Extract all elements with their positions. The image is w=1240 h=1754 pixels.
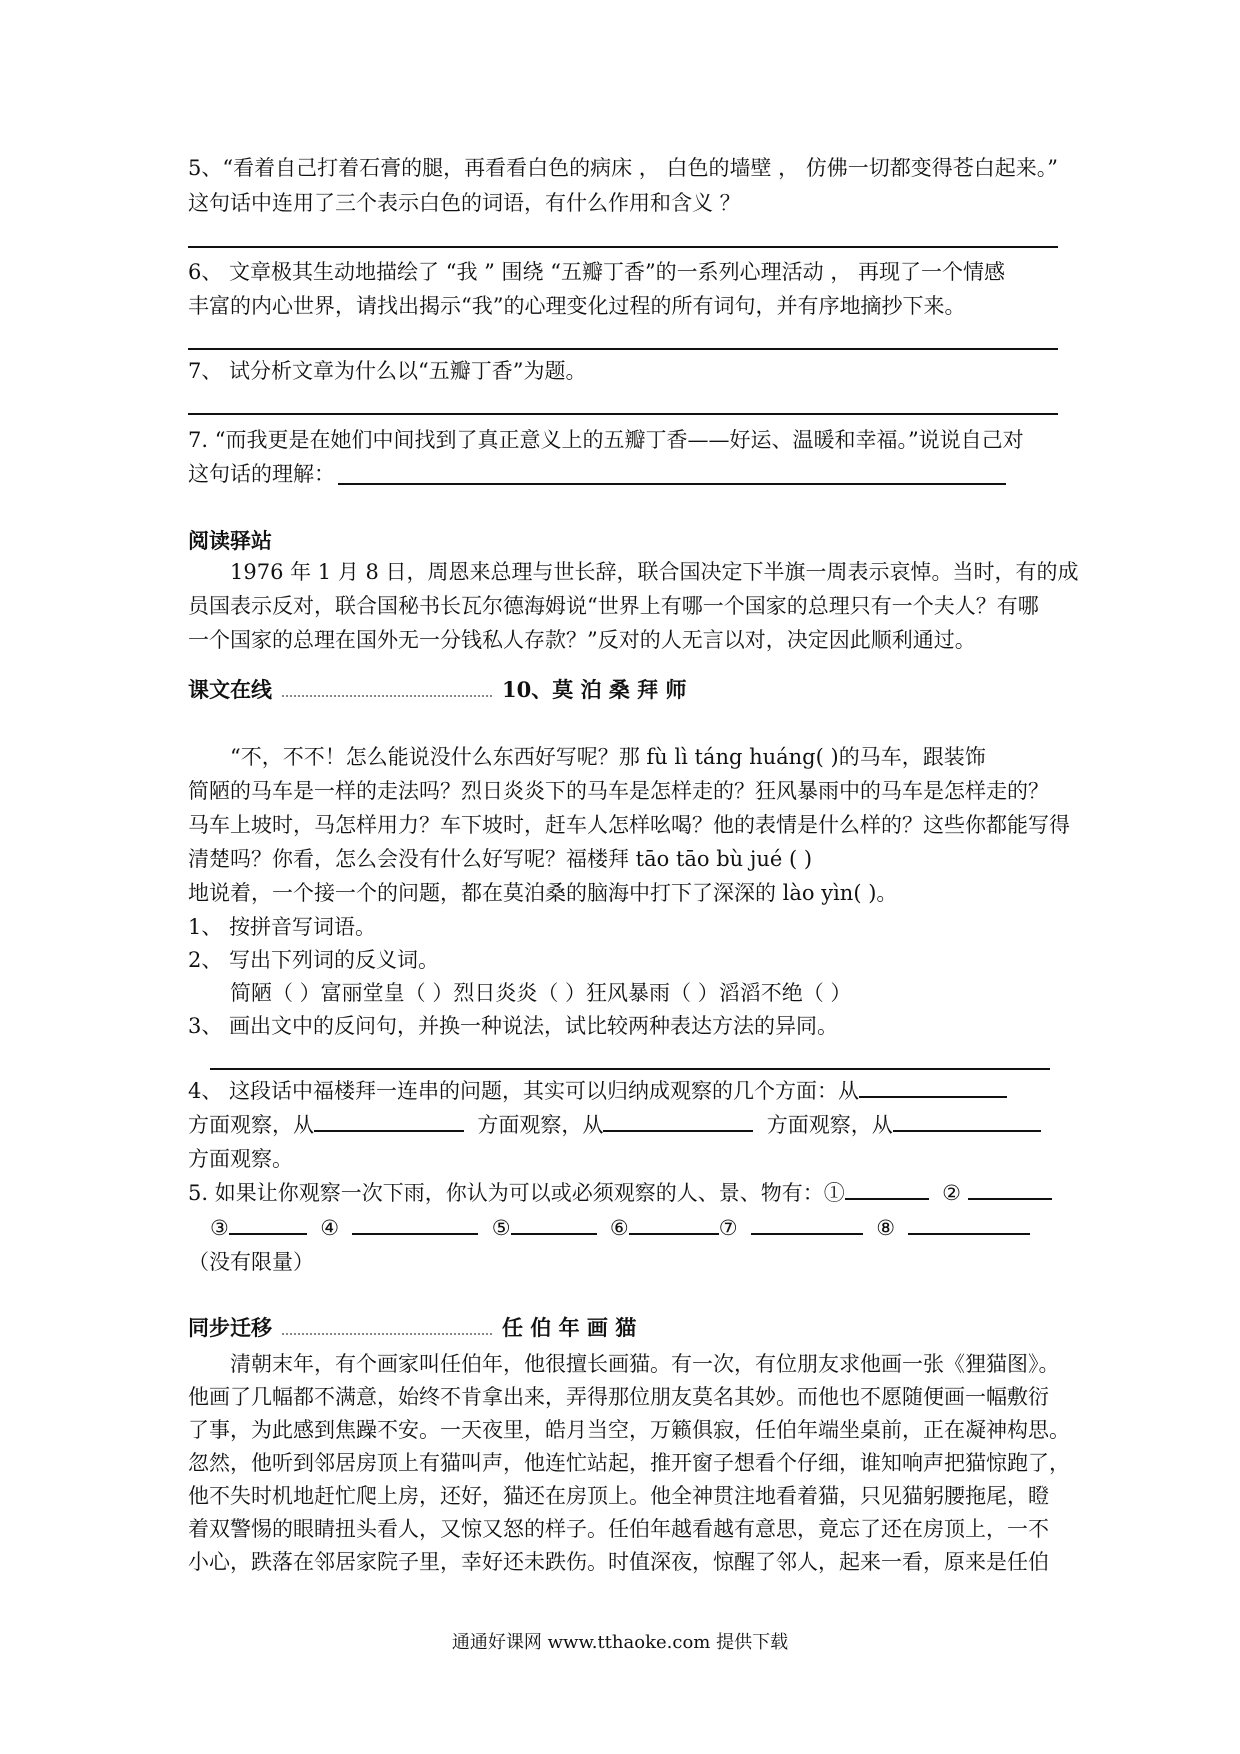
lesson-q2: 2、 写出下列词的反义词。 [188, 948, 440, 972]
answer-blank[interactable] [352, 1213, 478, 1235]
passage-line: 地说着，一个接一个的问题，都在莫泊桑的脑海中打下了深深的 lào yìn( )。 [188, 881, 898, 905]
lesson-q5-marker: ⑤ [491, 1216, 511, 1240]
sync-line: 忽然，他听到邻居房顶上有猫叫声，他连忙站起，推开窗子想看个仔细，谁知响声把猫惊跑了， [188, 1451, 1070, 1475]
lesson-q5-marker: ⑧ [876, 1216, 896, 1240]
lesson-q5-note: （没有限量） [188, 1250, 314, 1274]
q7a-line1: 7、 试分析文章为什么以“五瓣丁香”为题。 [188, 359, 587, 383]
sync-line: 了事，为此感到焦躁不安。一天夜里，皓月当空，万籁俱寂，任伯年端坐桌前，正在凝神构思。 [188, 1418, 1070, 1442]
answer-blank[interactable] [968, 1178, 1052, 1200]
lesson-q4-line1 [188, 1076, 1007, 1106]
reading-line: 一个国家的总理在国外无一分钱私人存款？”反对的人无言以对，决定因此顺利通过。 [188, 628, 976, 652]
page-footer: 通通好课网 www.tthaoke.com 提供下载 [451, 1632, 789, 1653]
sync-transfer-label: 同步迁移 [188, 1315, 272, 1340]
lesson-q4-text: 4、 这段话中福楼拜一连串的问题，其实可以归纳成观察的几个方面：从 [188, 1079, 860, 1103]
reading-line: 1976 年 1 月 8 日，周恩来总理与世长辞，联合国决定下半旗一周表示哀悼。当时，有的成 [230, 560, 1079, 584]
q6-line2: 丰富的内心世界，请找出揭示“我”的心理变化过程的所有词句，并有序地摘抄下来。 [188, 294, 966, 318]
answer-blank[interactable] [314, 1110, 464, 1132]
sync-transfer-heading [188, 1313, 636, 1343]
passage-line: 马车上坡时，马怎样用力？车下坡时，赶车人怎样吆喝？他的表情是什么样的？这些你都能写得 [188, 813, 1070, 837]
sync-line: 着双警惕的眼睛扭头看人，又惊又怒的样子。任伯年越看越有意思，竟忘了还在房顶上，一不 [188, 1517, 1049, 1541]
q7b-line1: 7. “而我更是在她们中间找到了真正意义上的五瓣丁香——好运、温暖和幸福。”说说自己对 [188, 428, 1024, 452]
lesson-q5-marker: ⑦ [718, 1216, 738, 1240]
answer-blank[interactable] [629, 1213, 719, 1235]
q5-line2: 这句话中连用了三个表示白色的词语，有什么作用和含义 ？ [188, 191, 741, 215]
dotted-leader [282, 683, 492, 697]
lesson-q5-marker: ④ [320, 1216, 340, 1240]
lesson-q5-line1 [188, 1178, 1052, 1208]
lesson-q3: 3、 画出文中的反问句，并换一种说法，试比较两种表达方法的异同。 [188, 1014, 839, 1038]
passage-line: 简陋的马车是一样的走法吗？烈日炎炎下的马车是怎样走的？狂风暴雨中的马车是怎样走的？ [188, 779, 1049, 803]
answer-blank[interactable] [511, 1213, 597, 1235]
answer-blank[interactable] [845, 1178, 929, 1200]
answer-line-q5 [188, 246, 1058, 248]
passage-line: “不，不不！怎么能说没什么东西好写呢？那 fù lì táng huáng( )的马车，跟装饰 [230, 745, 986, 769]
lesson-q4-line2 [188, 1110, 1041, 1140]
answer-blank[interactable] [908, 1213, 1030, 1235]
answer-line-q7a [188, 413, 1058, 415]
answer-line-q7b [338, 483, 1006, 485]
lesson-q4-seg: 方面观察，从 [766, 1113, 893, 1137]
answer-blank[interactable] [859, 1076, 1007, 1098]
lesson-online-label: 课文在线 [188, 677, 272, 702]
lesson-title: 10、莫 泊 桑 拜 师 [502, 677, 687, 702]
lesson-q5-marker: ③ [210, 1216, 229, 1240]
dotted-leader [282, 1321, 492, 1335]
answer-blank[interactable] [751, 1213, 863, 1235]
lesson-q5-text: 5. 如果让你观察一次下雨，你认为可以或必须观察的人、景、物有：① [188, 1181, 845, 1205]
q6-line1: 6、 文章极其生动地描绘了 “我 ” 围绕 “五瓣丁香”的一系列心理活动 ， 再现了一个情感 [188, 260, 1006, 284]
lesson-q5-marker: ⑥ [609, 1216, 629, 1240]
lesson-q1: 1、 按拼音写词语。 [188, 915, 377, 939]
lesson-q4-seg: 方面观察，从 [188, 1113, 314, 1137]
sync-transfer-title: 任 伯 年 画 猫 [502, 1315, 637, 1340]
lesson-q4-line3: 方面观察。 [188, 1147, 293, 1171]
sync-line: 他不失时机地赶忙爬上房，还好，猫还在房顶上。他全神贯注地看着猫，只见猫躬腰拖尾，瞪 [188, 1484, 1049, 1508]
lesson-q5-marker: ② [942, 1181, 961, 1205]
sync-line: 他画了几幅都不满意，始终不肯拿出来，弄得那位朋友莫名其妙。而他也不愿随便画一幅敷衍 [188, 1385, 1049, 1409]
lesson-online-heading [188, 675, 686, 705]
q5-line1: 5、“看着自己打着石膏的腿，再看看白色的病床 ， 白色的墙壁 ， 仿佛一切都变得苍白起来。” [188, 156, 1059, 180]
sync-line: 清朝末年，有个画家叫任伯年，他很擅长画猫。有一次，有位朋友求他画一张《狸猫图》。 [230, 1352, 1060, 1376]
answer-blank[interactable] [229, 1213, 307, 1235]
sync-line: 小心，跌落在邻居家院子里，幸好还未跌伤。时值深夜，惊醒了邻人，起来一看，原来是任伯 [188, 1550, 1049, 1574]
lesson-q2-items: 简陋（ ）富丽堂皇（ ）烈日炎炎（ ）狂风暴雨（ ）滔滔不绝（ ） [230, 981, 852, 1005]
answer-line-q6 [188, 348, 1058, 350]
passage-line: 清楚吗？你看，怎么会没有什么好写呢？福楼拜 tāo tāo bù jué ( ) [188, 847, 813, 871]
q7b-line2: 这句话的理解： [188, 462, 335, 486]
reading-line: 员国表示反对，联合国秘书长瓦尔德海姆说“世界上有哪一个国家的总理只有一个夫人？有哪 [188, 594, 1039, 618]
answer-blank[interactable] [603, 1110, 753, 1132]
lesson-q5-line2 [210, 1213, 1030, 1243]
answer-line-lesson-q3 [210, 1068, 1050, 1070]
answer-blank[interactable] [893, 1110, 1041, 1132]
lesson-q4-seg: 方面观察，从 [477, 1113, 604, 1137]
reading-station-heading: 阅读驿站 [188, 528, 272, 553]
